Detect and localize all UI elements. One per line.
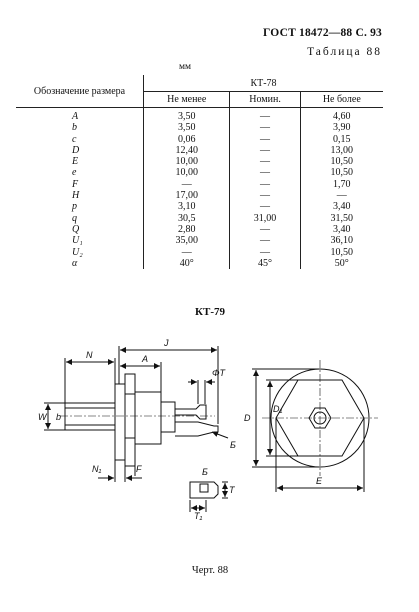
- min-cell: 3,50: [177, 122, 196, 134]
- label-W: W: [38, 412, 47, 422]
- nom-cell: —: [230, 201, 300, 212]
- label-N1: N₁: [92, 464, 102, 474]
- label-phiT: ΦT: [212, 368, 226, 378]
- drawing-title: КТ-79: [195, 306, 225, 318]
- symbol-cell: Q: [16, 224, 144, 235]
- symbol-cell: c: [16, 134, 144, 145]
- lead-lower: [175, 422, 218, 436]
- label-D1: D₁: [273, 404, 283, 414]
- nom-cell: —: [230, 134, 300, 145]
- nom-cell: —: [230, 122, 300, 133]
- hex-body: [125, 374, 135, 466]
- unit-label: мм: [178, 62, 192, 72]
- column-header-nom: Номин.: [230, 92, 300, 108]
- min-cell: 10,00: [175, 167, 198, 179]
- max-cell: 10,50: [330, 156, 354, 168]
- label-F: F: [136, 464, 142, 474]
- label-T: T: [229, 485, 235, 495]
- symbol-cell: F: [16, 179, 144, 190]
- max-cell: 1,70: [333, 178, 351, 190]
- nom-cell: —: [230, 190, 300, 201]
- max-cell: 4,60: [333, 111, 351, 122]
- max-cell: 0,15: [333, 133, 351, 145]
- symbol-cell: D: [16, 145, 144, 156]
- nom-cell: 45°: [230, 258, 300, 269]
- symbol-cell: p: [16, 201, 144, 212]
- min-cell: 2,80: [177, 223, 196, 235]
- case-body: [135, 392, 161, 444]
- nom-cell: —: [230, 145, 300, 156]
- min-cell: 3,10: [177, 201, 196, 213]
- symbol-cell: E: [16, 156, 144, 167]
- min-cell: 40°: [179, 257, 194, 269]
- min-cell: 3,50: [177, 111, 196, 122]
- max-cell: 31,50: [330, 212, 354, 224]
- label-J: J: [164, 338, 169, 348]
- min-cell: 30,5: [177, 212, 196, 224]
- max-cell: 13,00: [330, 144, 354, 156]
- max-cell: 10,50: [330, 246, 354, 258]
- max-cell: 3,40: [333, 223, 351, 235]
- max-cell: 10,50: [330, 167, 354, 179]
- label-view-B: Б: [230, 440, 236, 450]
- nom-cell: —: [230, 179, 300, 190]
- symbol-cell: q: [16, 213, 144, 224]
- max-cell: 50°: [334, 257, 349, 269]
- min-cell: —: [181, 178, 192, 190]
- bolt-shaft: [65, 403, 115, 430]
- min-cell: 10,00: [175, 156, 198, 168]
- symbol-cell: b: [16, 122, 144, 133]
- nom-cell: —: [230, 235, 300, 246]
- min-cell: —: [181, 246, 192, 258]
- max-cell: 3,90: [333, 122, 351, 134]
- label-detail-B: Б: [202, 467, 208, 477]
- column-header-max: Не более: [300, 92, 383, 108]
- label-N: N: [86, 350, 93, 360]
- page-header: ГОСТ 18472—88 С. 93: [263, 27, 382, 39]
- flange-left: [115, 384, 125, 460]
- symbol-cell: e: [16, 167, 144, 178]
- nom-cell: —: [230, 108, 300, 123]
- min-cell: 0,06: [177, 133, 196, 145]
- symbol-cell: H: [16, 190, 144, 201]
- max-cell: 3,40: [333, 201, 351, 213]
- max-cell: 36,10: [330, 235, 354, 247]
- symbol-cell: α: [16, 258, 144, 269]
- figure-caption: Черт. 88: [191, 565, 229, 576]
- label-b: b: [56, 412, 62, 422]
- name-column-header: Обозначение размера: [16, 75, 144, 108]
- symbol-cell: U₁: [16, 235, 144, 246]
- label-A: A: [142, 354, 149, 364]
- min-cell: 35,00: [175, 235, 198, 247]
- max-cell: —: [336, 190, 347, 202]
- symbol-cell: U₂: [16, 247, 144, 258]
- min-cell: 12,40: [175, 144, 198, 156]
- label-E: E: [316, 476, 323, 486]
- nom-cell: —: [230, 247, 300, 258]
- nom-cell: 31,00: [230, 213, 300, 224]
- nom-cell: —: [230, 224, 300, 235]
- min-cell: 17,00: [175, 190, 198, 202]
- label-D: D: [244, 413, 251, 423]
- nom-cell: —: [230, 156, 300, 167]
- group-header: КТ-78: [144, 75, 384, 92]
- column-header-min: Не менее: [144, 92, 230, 108]
- symbol-cell: A: [16, 108, 144, 123]
- nom-cell: —: [230, 167, 300, 178]
- table-caption: Таблица 88: [307, 46, 382, 58]
- cap: [161, 402, 175, 432]
- lead-upper: [175, 405, 206, 419]
- label-T1: T₁: [194, 511, 203, 521]
